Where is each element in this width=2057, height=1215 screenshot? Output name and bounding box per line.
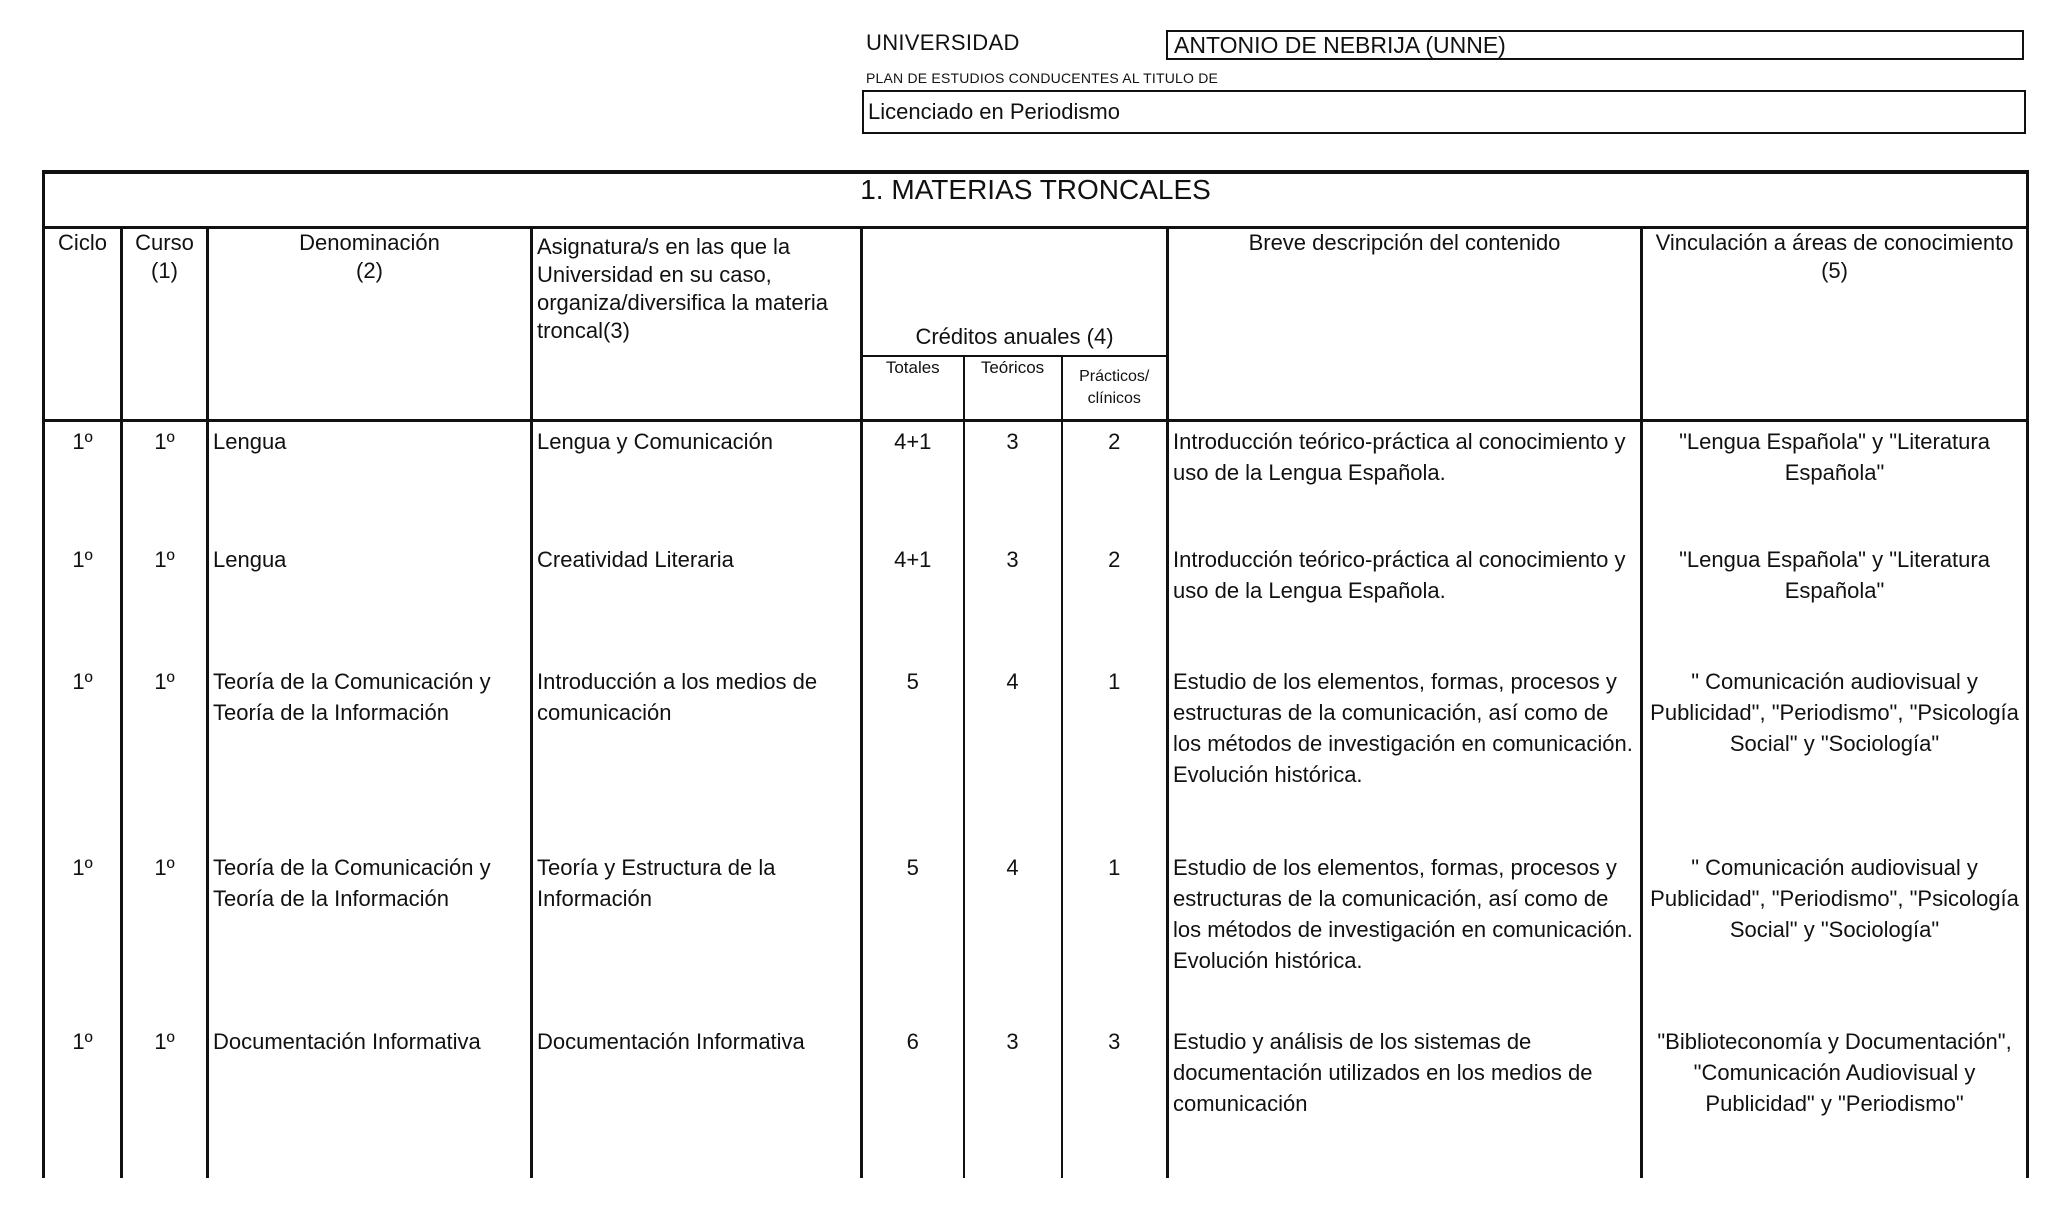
col-teoricos: Teóricos xyxy=(964,356,1062,421)
cell-descripcion: Estudio de los elementos, formas, procesos y estructuras de la comunicación, así como de los métodos de investigación en comunicación. Evolución histórica. xyxy=(1168,662,1642,848)
col-totales: Totales xyxy=(862,356,964,421)
col-denominacion: Denominación (2) xyxy=(208,228,532,421)
cell-curso: 1º xyxy=(122,540,208,662)
cell-totales: 5 xyxy=(862,662,964,848)
cell-asignatura: Introducción a los medios de comunicación xyxy=(532,662,862,848)
cell-denominacion: Teoría de la Comunicación y Teoría de la Información xyxy=(208,662,532,848)
col-asignaturas: Asignatura/s en las que la Universidad en su caso, organiza/diversifica la materia troncal(3) xyxy=(532,228,862,421)
table-row xyxy=(44,421,2028,541)
col-ciclo: Ciclo xyxy=(44,228,122,421)
cell-asignatura: Lengua y Comunicación xyxy=(532,421,862,541)
table-row xyxy=(44,1022,2028,1178)
cell-denominacion: Lengua xyxy=(208,540,532,662)
table-row xyxy=(44,848,2028,1022)
cell-teoricos: 4 xyxy=(964,848,1062,1022)
degree-title: Licenciado en Periodismo xyxy=(862,90,2026,134)
cell-denominacion: Lengua xyxy=(208,421,532,541)
cell-asignatura: Documentación Informativa xyxy=(532,1022,862,1178)
cell-descripcion: Introducción teórico-práctica al conocimiento y uso de la Lengua Española. xyxy=(1168,540,1642,662)
table-row xyxy=(44,540,2028,662)
cell-ciclo: 1º xyxy=(44,540,122,662)
table-row xyxy=(44,662,2028,848)
materias-troncales-table xyxy=(42,170,2029,1178)
cell-curso: 1º xyxy=(122,421,208,541)
cell-practicos: 2 xyxy=(1062,421,1168,541)
cell-areas: "Lengua Española" y "Literatura Española" xyxy=(1642,540,2028,662)
cell-practicos: 1 xyxy=(1062,848,1168,1022)
col-vinculacion: Vinculación a áreas de conocimiento (5) xyxy=(1642,228,2028,421)
table-title: 1. MATERIAS TRONCALES xyxy=(44,172,2028,228)
cell-teoricos: 3 xyxy=(964,1022,1062,1178)
cell-ciclo: 1º xyxy=(44,662,122,848)
cell-asignatura: Teoría y Estructura de la Información xyxy=(532,848,862,1022)
cell-curso: 1º xyxy=(122,848,208,1022)
cell-totales: 4+1 xyxy=(862,421,964,541)
universidad-name: ANTONIO DE NEBRIJA (UNNE) xyxy=(1166,30,2024,60)
universidad-label: UNIVERSIDAD xyxy=(866,30,1020,55)
cell-descripcion: Estudio de los elementos, formas, procesos y estructuras de la comunicación, así como de los métodos de investigación en comunicación. Evolución histórica. xyxy=(1168,848,1642,1022)
cell-curso: 1º xyxy=(122,662,208,848)
cell-areas: "Lengua Española" y "Literatura Española" xyxy=(1642,421,2028,541)
cell-asignatura: Creatividad Literaria xyxy=(532,540,862,662)
col-creditos: Créditos anuales (4) xyxy=(862,228,1168,357)
cell-ciclo: 1º xyxy=(44,421,122,541)
plan-label: PLAN DE ESTUDIOS CONDUCENTES AL TITULO DE xyxy=(866,70,1219,86)
cell-denominacion: Teoría de la Comunicación y Teoría de la Información xyxy=(208,848,532,1022)
cell-totales: 6 xyxy=(862,1022,964,1178)
col-descripcion: Breve descripción del contenido xyxy=(1168,228,1642,421)
cell-descripcion: Introducción teórico-práctica al conocimiento y uso de la Lengua Española. xyxy=(1168,421,1642,541)
cell-areas: " Comunicación audiovisual y Publicidad", "Periodismo", "Psicología Social" y "Sociología" xyxy=(1642,848,2028,1022)
cell-teoricos: 3 xyxy=(964,540,1062,662)
cell-curso: 1º xyxy=(122,1022,208,1178)
cell-descripcion: Estudio y análisis de los sistemas de documentación utilizados en los medios de comunicación xyxy=(1168,1022,1642,1178)
cell-practicos: 2 xyxy=(1062,540,1168,662)
cell-teoricos: 4 xyxy=(964,662,1062,848)
cell-practicos: 3 xyxy=(1062,1022,1168,1178)
cell-ciclo: 1º xyxy=(44,848,122,1022)
cell-totales: 4+1 xyxy=(862,540,964,662)
cell-totales: 5 xyxy=(862,848,964,1022)
col-practicos: Prácticos/ clínicos xyxy=(1062,356,1168,421)
cell-practicos: 1 xyxy=(1062,662,1168,848)
cell-ciclo: 1º xyxy=(44,1022,122,1178)
cell-teoricos: 3 xyxy=(964,421,1062,541)
cell-denominacion: Documentación Informativa xyxy=(208,1022,532,1178)
cell-areas: " Comunicación audiovisual y Publicidad", "Periodismo", "Psicología Social" y "Sociología" xyxy=(1642,662,2028,848)
col-curso: Curso (1) xyxy=(122,228,208,421)
cell-areas: "Biblioteconomía y Documentación", "Comunicación Audiovisual y Publicidad" y "Periodismo" xyxy=(1642,1022,2028,1178)
